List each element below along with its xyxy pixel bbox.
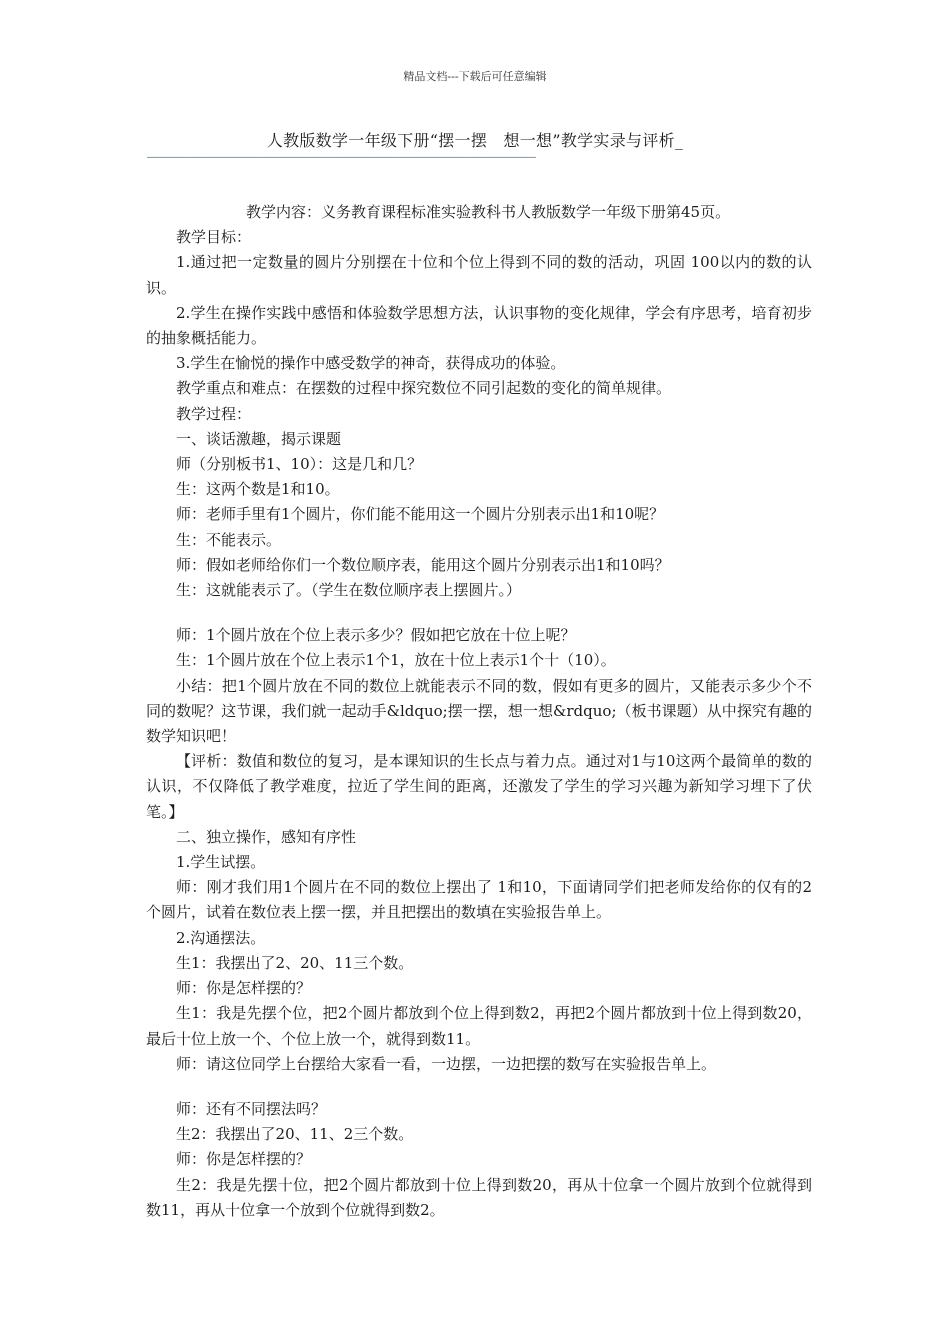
dialogue-line: 生1：我是先摆个位，把2个圆片都放到个位上得到数2，再把2个圆片都放到十位上得到数20，最后十位上放一个、个位上放一个，就得到数11。 xyxy=(146,1004,812,1048)
paragraph-goal-2: 2.学生在操作实践中感悟和体验数学思想方法，认识事物的变化规律，学会有序思考，培育初步的抽象概括能力。 xyxy=(146,303,812,348)
header-note: 精品文档---下载后可任意编辑 xyxy=(403,70,547,83)
dialogue-line: 生2：我是先摆十位，把2个圆片都放到十位上得到数20，再从十位拿一个圆片放到个位就得到数11，再从十位拿一个放到个位就得到数2。 xyxy=(146,1175,812,1219)
section-heading-2: 二、独立操作，感知有序性 xyxy=(176,827,357,846)
paragraph-commentary: 【评析：数值和数位的复习，是本课知识的生长点与着力点。通过对1与10这两个最简单的数的认识，不仅降低了教学难度，拉近了学生间的距离，还激发了学生的学习兴趣为新知学习埋下了伏笔。】 xyxy=(146,752,812,821)
dialogue-line: 师：1个圆片放在个位上表示多少？假如把它放在十位上呢？ xyxy=(176,626,576,645)
paragraph-process-heading: 教学过程： xyxy=(176,404,252,423)
dialogue-line: 师：假如老师给你们一个数位顺序表，能用这个圆片分别表示出1和10吗？ xyxy=(176,555,670,574)
subsection-heading: 1.学生试摆。 xyxy=(176,853,266,872)
paragraph-goal-3: 3.学生在愉悦的操作中感受数学的神奇，获得成功的体验。 xyxy=(176,354,566,373)
paragraph-goal-1: 1.通过把一定数量的圆片分别摆在十位和个位上得到不同的数的活动，巩固 100以内的数的认识。 xyxy=(146,253,812,297)
dialogue-line: 生2：我摆出了20、11、2三个数。 xyxy=(176,1125,414,1144)
title-divider: ——————————————————————————————————————————— xyxy=(147,147,536,166)
paragraph-summary: 小结：把1个圆片放在不同的数位上就能表示不同的数，假如有更多的圆片，又能表示多少个不同的数呢？这节课，我们就一起动手&ldquo;摆一摆，想一想&rdquo;（板书课题）从中探究有趣的数学知识吧！ xyxy=(146,676,812,746)
dialogue-line: 师：老师手里有1个圆片，你们能不能用这一个圆片分别表示出1和10呢？ xyxy=(176,505,665,524)
dialogue-line: 师：还有不同摆法吗？ xyxy=(176,1099,327,1118)
dialogue-line: 师：你是怎样摆的？ xyxy=(176,979,312,998)
dialogue-line: 师：你是怎样摆的？ xyxy=(176,1150,312,1169)
dialogue-line: 师：刚才我们用1个圆片在不同的数位上摆出了 1和10，下面请同学们把老师发给你的仅有的2个圆片，试着在数位表上摆一摆，并且把摆出的数填在实验报告单上。 xyxy=(146,878,812,922)
paragraph-goals-heading: 教学目标： xyxy=(176,228,252,247)
dialogue-line: 生：1个圆片放在个位上表示1个1，放在十位上表示1个十（10）。 xyxy=(176,651,616,670)
dialogue-line: 师：请这位同学上台摆给大家看一看，一边摆，一边把摆的数写在实验报告单上。 xyxy=(176,1054,717,1073)
paragraph-key-points: 教学重点和难点：在摆数的过程中探究数位不同引起数的变化的简单规律。 xyxy=(176,379,672,398)
dialogue-line: 生：不能表示。 xyxy=(176,530,282,549)
dialogue-line: 师（分别板书1、10）：这是几和几？ xyxy=(176,455,423,474)
subsection-heading: 2.沟通摆法。 xyxy=(176,928,266,947)
dialogue-line: 生1：我摆出了2、20、11三个数。 xyxy=(176,953,414,972)
blank-line xyxy=(146,603,812,623)
dialogue-line: 生：这就能表示了。（学生在数位顺序表上摆圆片。） xyxy=(176,581,522,600)
document-body xyxy=(146,200,812,1223)
paragraph-teaching-content: 教学内容：义务教育课程标准实验教科书人教版数学一年级下册第45页。 xyxy=(246,203,731,221)
blank-line xyxy=(146,1077,812,1097)
section-heading-1: 一、谈话激趣，揭示课题 xyxy=(176,429,342,448)
document-title: 人教版数学一年级下册“摆一摆 想一想”教学实录与评析_ xyxy=(266,131,684,150)
dialogue-line: 生：这两个数是1和10。 xyxy=(176,480,340,499)
